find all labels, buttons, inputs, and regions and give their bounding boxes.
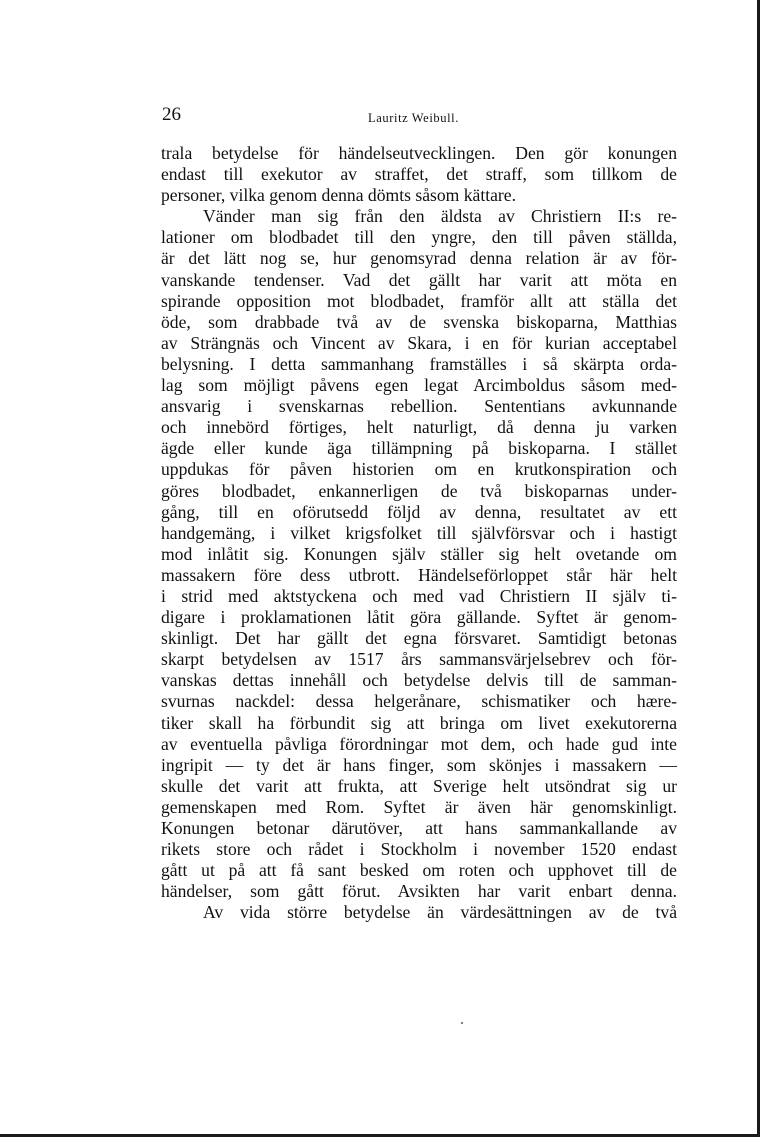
text-line: i strid med aktstyckena och med vad Christiern II själv ti- [161, 585, 677, 606]
running-head: Lauritz Weibull. [368, 111, 459, 125]
text-line: av Strängnäs och Vincent av Skara, i en för kurian acceptabel [161, 332, 677, 353]
text-line: av eventuella påvliga förordningar mot dem, och hade gud inte [161, 733, 677, 754]
text-line: ingripit — ty det är hans finger, som skönjes i massakern — [161, 754, 677, 775]
text-line: Av vida större betydelse än värdesättningen av de två [203, 902, 677, 923]
text-line: skulle det varit att frukta, att Sverige helt utsöndrat sig ur [161, 775, 677, 796]
text-line: handgemäng, i vilket krigsfolket till självförsvar och i hastigt [161, 522, 677, 543]
text-line: vanskande tendenser. Vad det gällt har varit att möta en [161, 269, 677, 290]
text-line: trala betydelse för händelseutvecklingen. Den gör konungen [161, 143, 677, 163]
text-line: svurnas nackdel: dessa helgerånare, schismatiker och hære- [161, 691, 677, 712]
text-line: vanskas dettas innehåll och betydelse delvis till de samman- [161, 670, 677, 691]
text-line: lationer om blodbadet till den yngre, den till påven ställda, [161, 227, 677, 248]
text-line: är det lätt nog se, hur genomsyrad denna relation är av för- [161, 248, 677, 269]
text-line: skinligt. Det har gällt det egna försvaret. Samtidigt betonas [161, 628, 677, 649]
page-number: 26 [162, 104, 181, 125]
text-line: personer, vilka genom denna dömts såsom kättare. [161, 185, 516, 206]
text-line: uppdukas för påven historien om en krutkonspiration och [161, 459, 677, 480]
text-line: Vänder man sig från den äldsta av Christiern II:s re- [203, 206, 677, 227]
text-line: öde, som drabbade två av de svenska biskoparna, Matthias [161, 311, 677, 332]
text-line: ägde eller kunde äga tillämpning på biskoparna. I stället [161, 438, 677, 459]
text-line: gemenskapen med Rom. Syftet är även här genomskinligt. [161, 796, 677, 817]
text-line: mod inlåtit sig. Konungen själv ställer sig helt ovetande om [161, 543, 677, 564]
text-line: spirande opposition mot blodbadet, framför allt att ställa det [161, 290, 677, 311]
text-line: massakern före dess utbrott. Händelseförloppet står här helt [161, 564, 677, 585]
text-line: gång, till en oförutsedd följd av denna, resultatet av ett [161, 501, 677, 522]
text-line: och innebörd förtiges, helt naturligt, då denna ju varken [161, 417, 677, 438]
text-line: händelser, som gått förut. Avsikten har varit enbart denna. [161, 881, 677, 902]
text-line: rikets store och rådet i Stockholm i november 1520 endast [161, 839, 677, 860]
text-line: belysning. I detta sammanhang framställes i så skärpta orda- [161, 353, 677, 374]
text-line: gått ut på att få sant besked om roten och upphovet till de [161, 860, 677, 881]
text-line: ansvarig i svenskarnas rebellion. Sententians avkunnande [161, 396, 677, 417]
text-line: göres blodbadet, enkannerligen de två biskoparnas under- [161, 480, 677, 501]
text-line: lag som möjligt påvens egen legat Arcimboldus såsom med- [161, 375, 677, 396]
text-line: Konungen betonar därutöver, att hans sammankallande av [161, 818, 677, 838]
text-line: endast till exekutor av straffet, det straff, som tillkom de [161, 164, 677, 185]
paper-speck [461, 1022, 463, 1024]
body-text [161, 143, 677, 923]
text-line: tiker skall ha förbundit sig att bringa om livet exekutorerna [161, 712, 677, 733]
text-line: digare i proklamationen låtit göra gällande. Syftet är genom- [161, 607, 677, 628]
text-line: skarpt betydelsen av 1517 års sammansvärjelsebrev och för- [161, 649, 677, 670]
